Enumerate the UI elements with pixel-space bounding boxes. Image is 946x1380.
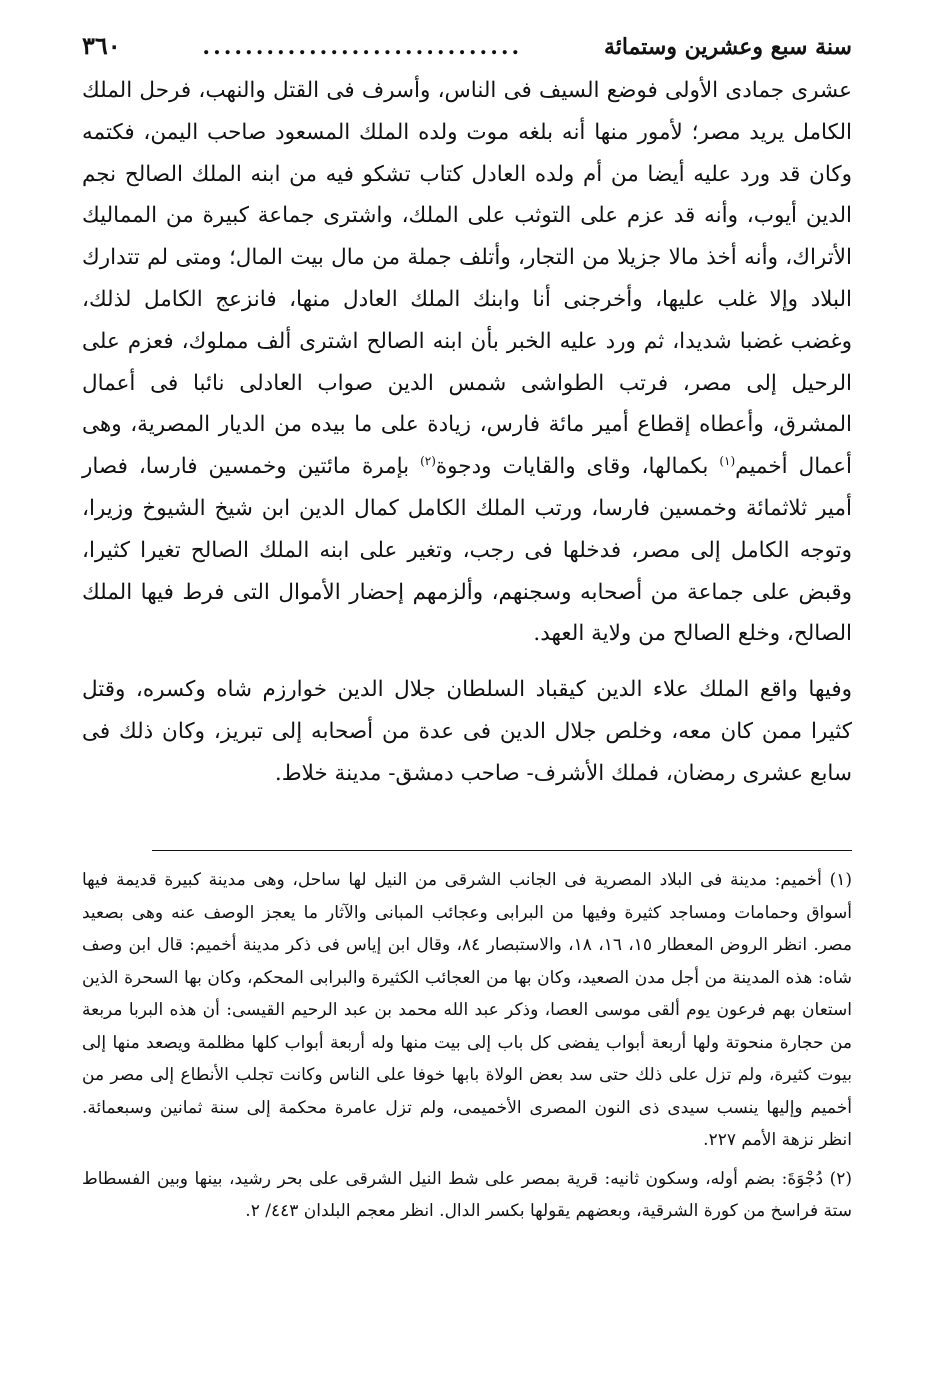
header-leader-dots: .............................. (202, 34, 523, 60)
paragraph-1-text-a: عشرى جمادى الأولى فوضع السيف فى الناس، وأسرف فى القتل والنهب، فرحل الملك الكامل يريد مصر؛ لأمور منها أنه بلغه موت ولده الملك المسعود صاحب اليمن، فكتمه وكان قد ورد عليه أيضا من أم ولده العادل كتاب تشكو فيه من ابنه الملك الصالح نجم الدين أيوب، وأنه قد عزم على التوثب على الملك، واشترى جماعة كبيرة من المماليك الأتراك، وأنه أخذ مالا جزيلا من التجار، وأتلف جملة من مال بيت المال؛ ومتى لم تتدارك البلاد وإلا غلب عليها، وأخرجنى أنا وابنك الملك العادل منها، فانزعج الكامل لذلك، وغضب غضبا شديدا، ثم ورد عليه الخبر بأن ابنه الصالح اشترى ألف مملوك، فعزم على الرحيل إلى مصر، فرتب الطواشى شمس الدين صواب العادلى نائبا فى أعمال المشرق، وأعطاه إقطاع أمير مائة فارس، زيادة على ما بيده من الديار المصرية، وهى أعمال أخميم (82, 78, 852, 480)
page-header (82, 28, 852, 64)
footnotes (82, 864, 852, 1228)
paragraph-2: وفيها واقع الملك علاء الدين كيقباد السلطان جلال الدين خوارزم شاه وكسره، وقتل كثيرا ممن كان معه، وخلص جلال الدين فى عدة من أصحابه إلى تبريز، وكان ذلك فى سابع عشرى رمضان، فملك الأشرف- صاحب دمشق- مدينة خلاط. (82, 677, 852, 786)
main-text (82, 70, 852, 795)
page (82, 28, 853, 1221)
footnote-2: (٢) دُجْوَةَ: بضم أوله، وسكون ثانيه: قرية بمصر على شط النيل الشرقى على بحر رشيد، بينها وبين الفسطاط ستة فراسخ من كورة الشرقية، وبعضهم يقولها بكسر الدال. انظر معجم البلدان ٤٤٣/ ٢. (82, 1168, 852, 1221)
footnote-ref-2[interactable]: (٢) (420, 454, 436, 469)
paragraph-1-text-b: بكمالها، وقاى والقايات ودجوة (435, 454, 720, 480)
page-number: ٣٦٠ (82, 31, 121, 60)
paragraph-1-text-c: بإمرة مائتين وخمسين فارسا، فصار أمير ثلاثمائة وخمسين فارسا، ورتب الملك الكامل كمال الدين ابن شيخ الشيوخ وزيرا، وتوجه الكامل إلى مصر، فدخلها فى رجب، وتغير على ابنه الملك الصالح تغيرا كثيرا، وقبض على جماعة من أصحابه وسجنهم، وألزمهم إحضار الأموال التى فرط فيها الملك الصالح، وخلع الصالح من ولاية العهد. (82, 454, 852, 647)
footnote-1: (١) أخميم: مدينة فى البلاد المصرية فى الجانب الشرقى من النيل لها ساحل، وهى مدينة كبيرة قديمة فيها أسواق وحمامات ومساجد كثيرة وفيها من البرابى وعجائب المبانى والآثار ما يعجز الوصف عنه وهى بصعيد مصر. انظر الروض المعطار ١٥، ١٦، ١٨، والاستبصار ٨٤، وقال ابن إياس فى ذكر مدينة أخميم: قال ابن وصف شاه: هذه المدينة من أجل مدن الصعيد، وكان بها من العجائب الكثيرة والبرابى المحكم، وكان بها السحرة الذين استعان بهم فرعون يوم ألقى موسى العصا، وذكر عبد الله محمد بن عبد الرحيم القيسى: أن هذه البربا مربعة من حجارة منحوتة ولها أربعة أبواب يفضى كل باب إلى بيت منها وله أربعة أبواب كلها مظلمة ويصعد منها إلى بيوت كثيرة، ولم تزل على ذلك حتى سد بعض الولاة بابها خوفا على الناس وكانت تجلب الأنطاع إلى مصر من أخميم وإليها ينسب سيدى ذى النون المصرى الأخميمى، ولم تزل عامرة محكمة إلى سنة ثمانين وسبعمائة. انظر نزهة الأمم ٢٢٧. (82, 870, 853, 1150)
footnote-ref-1[interactable]: (١) (719, 454, 736, 469)
running-title: سنة سبع وعشرين وستمائة (603, 34, 852, 60)
footnote-separator (152, 850, 852, 851)
paragraph-1 (82, 70, 852, 655)
